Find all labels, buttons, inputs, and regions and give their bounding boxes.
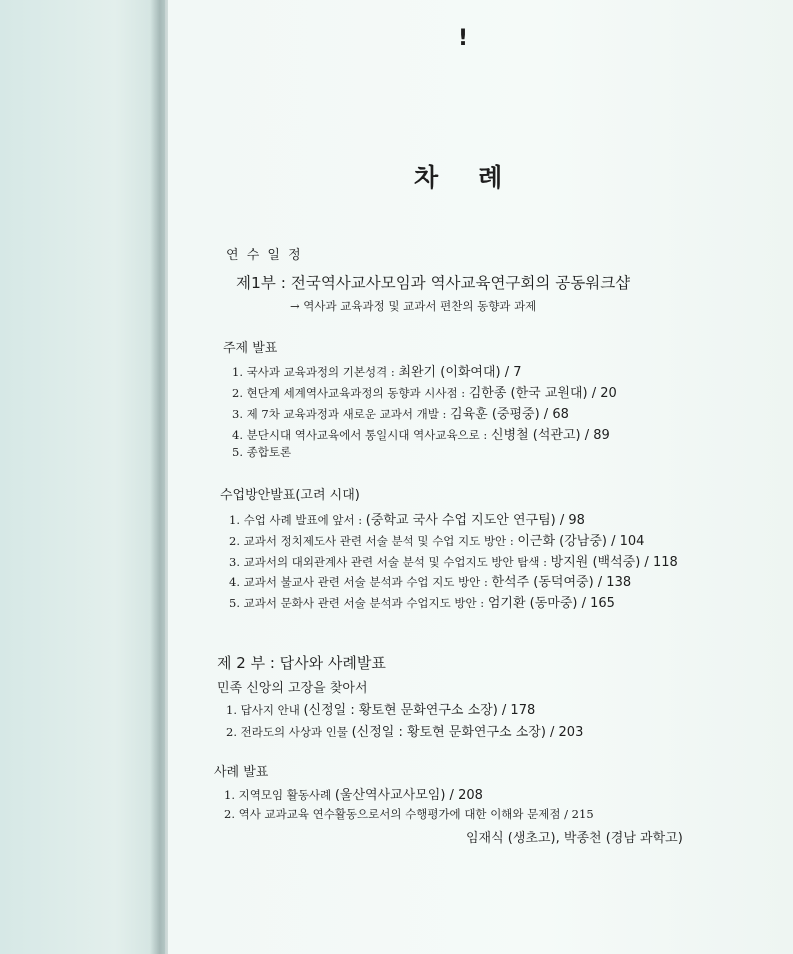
- part1-subtitle: → 역사과 교육과정 및 교과서 편찬의 동향과 과제: [290, 299, 537, 313]
- list-item: 3. 교과서의 대외관계사 관련 서술 분석 및 수업지도 방안 탐색 : 방지원 (백석중) / 118: [229, 555, 678, 570]
- list-item: 2. 전라도의 사상과 인물 (신정일 : 황토현 문화연구소 소장) / 203: [226, 725, 584, 740]
- schedule-label: 연 수 일 정: [226, 248, 303, 263]
- list-item: 4. 분단시대 역사교육에서 통일시대 역사교육으로 : 신병철 (석관고) / 89: [232, 428, 610, 443]
- field-trip-heading: 민족 신앙의 고장을 찾아서: [217, 681, 368, 696]
- part2-title: 제 2 부 : 답사와 사례발표: [217, 654, 386, 672]
- list-item: 1. 수업 사례 발표에 앞서 : (중학교 국사 수업 지도안 연구팀) / 98: [229, 513, 585, 528]
- list-item: 2. 역사 교과교육 연수활동으로서의 수행평가에 대한 이해와 문제점 / 215: [224, 807, 594, 821]
- list-item: 1. 답사지 안내 (신정일 : 황토현 문화연구소 소장) / 178: [226, 703, 536, 718]
- list-item: 5. 교과서 문화사 관련 서술 분석과 수업지도 방안 : 엄기환 (동마중) / 165: [229, 596, 615, 611]
- list-item: 4. 교과서 불교사 관련 서술 분석과 수업 지도 방안 : 한석주 (동덕여중) / 138: [229, 575, 632, 590]
- list-item: 2. 현단계 세계역사교육과정의 동향과 시사점 : 김한종 (한국 교원대) / 20: [232, 386, 617, 401]
- list-item: 3. 제 7차 교육과정과 새로운 교과서 개발 : 김육훈 (중평중) / 68: [232, 407, 569, 422]
- list-item: 1. 국사과 교육과정의 기본성격 : 최완기 (이화여대) / 7: [232, 365, 522, 380]
- title-char-2: 례: [478, 163, 505, 192]
- title-char-1: 차: [414, 163, 441, 192]
- list-item: 5. 종합토론: [232, 445, 292, 459]
- lessons-heading: 수업방안발표(고려 시대): [220, 488, 360, 503]
- case-heading: 사례 발표: [214, 765, 269, 780]
- page-title: [414, 158, 504, 194]
- topics-heading: 주제 발표: [223, 341, 278, 356]
- part1-title: 제1부 : 전국역사교사모임과 역사교육연구회의 공동워크샵: [236, 274, 631, 292]
- list-item: 1. 지역모임 활동사례 (울산역사교사모임) / 208: [224, 788, 483, 803]
- left-page: [0, 0, 165, 954]
- case-authors: 임재식 (생초고), 박종천 (경남 과학고): [466, 831, 683, 846]
- ink-mark: !: [458, 26, 469, 51]
- list-item: 2. 교과서 정치제도사 관련 서술 분석 및 수업 지도 방안 : 이근화 (강남중) / 104: [229, 534, 645, 549]
